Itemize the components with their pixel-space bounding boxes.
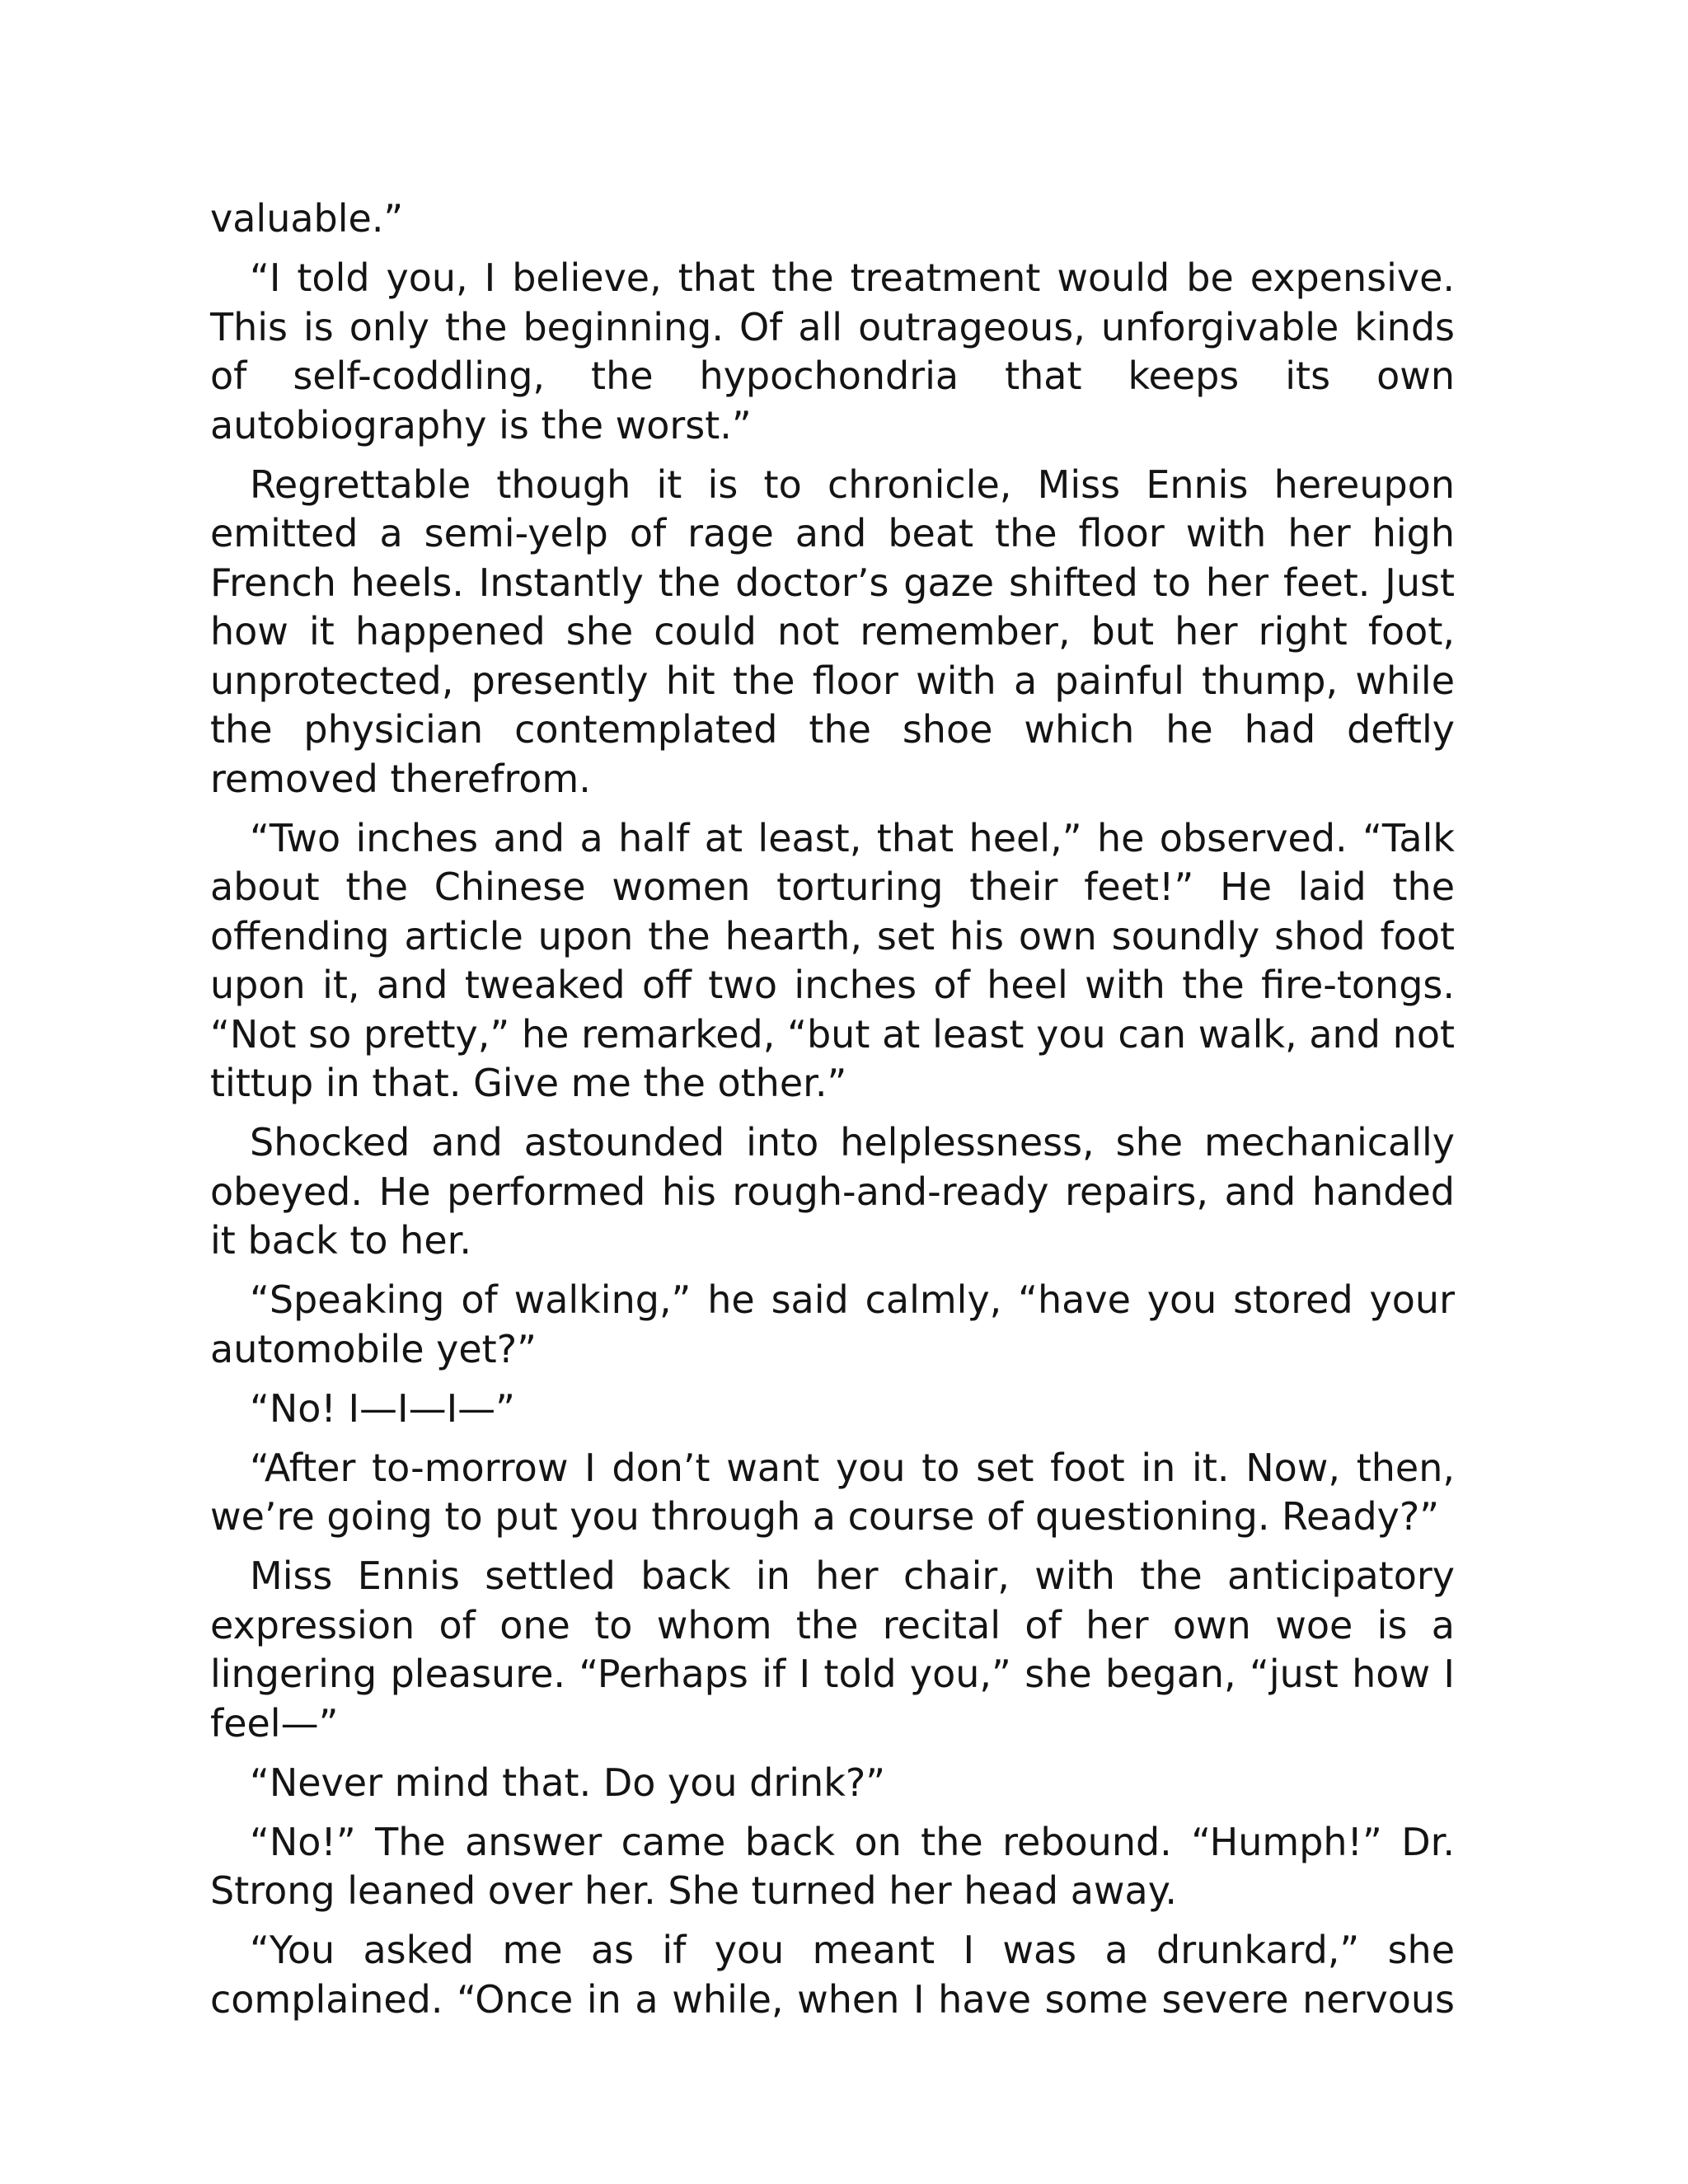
paragraph: “Never mind that. Do you drink?” — [250, 1760, 886, 1805]
paragraph: “No!” The answer came back on the rebound. “Humph!” Dr. Strong leaned over her. She turned her head away. — [210, 1819, 1455, 1913]
paragraph: “I told you, I believe, that the treatment would be expensive. This is only the beginning. Of all outrageous, unforgivable kinds of self-coddling, the hypochondria that keeps its own autobiography is the worst.” — [210, 255, 1455, 448]
paragraph-truncated: “You asked me as if you meant I was a drunkard,” she complained. “Once in a while, when I have some severe nervous — [210, 1928, 1455, 2022]
page-body — [210, 194, 1455, 2035]
paragraph: Regrettable though it is to chronicle, Miss Ennis hereupon emitted a semi-yelp of rage and beat the floor with her high French heels. Instantly the doctor’s gaze shifted to her feet. Just how it happened she could not remember, but her right foot, unprotected, presently hit the floor with a painful thump, while the physician contemplated the shoe which he had deftly removed therefrom. — [210, 462, 1455, 801]
paragraph: “No! I—I—I—” — [250, 1385, 515, 1431]
paragraph: Shocked and astounded into helplessness, she mechanically obeyed. He performed his rough-and-ready repairs, and handed it back to her. — [210, 1120, 1455, 1263]
paragraph: Miss Ennis settled back in her chair, with the anticipatory expression of one to whom the recital of her own woe is a lingering pleasure. “Perhaps if I told you,” she began, “just how I feel—” — [210, 1554, 1455, 1746]
paragraph-continued: valuable.” — [210, 196, 404, 241]
paragraph: “After to-morrow I don’t want you to set foot in it. Now, then, we’re going to put you through a course of questioning. Ready?” — [210, 1445, 1455, 1539]
paragraph: “Two inches and a half at least, that heel,” he observed. “Talk about the Chinese women torturing their feet!” He laid the offending article upon the hearth, set his own soundly shod foot upon it, and tweaked off two inches of heel with the fire-tongs. “Not so pretty,” he remarked, “but at least you can walk, and not tittup in that. Give me the other.” — [210, 815, 1455, 1105]
paragraph: “Speaking of walking,” he said calmly, “have you stored your automobile yet?” — [210, 1277, 1455, 1371]
